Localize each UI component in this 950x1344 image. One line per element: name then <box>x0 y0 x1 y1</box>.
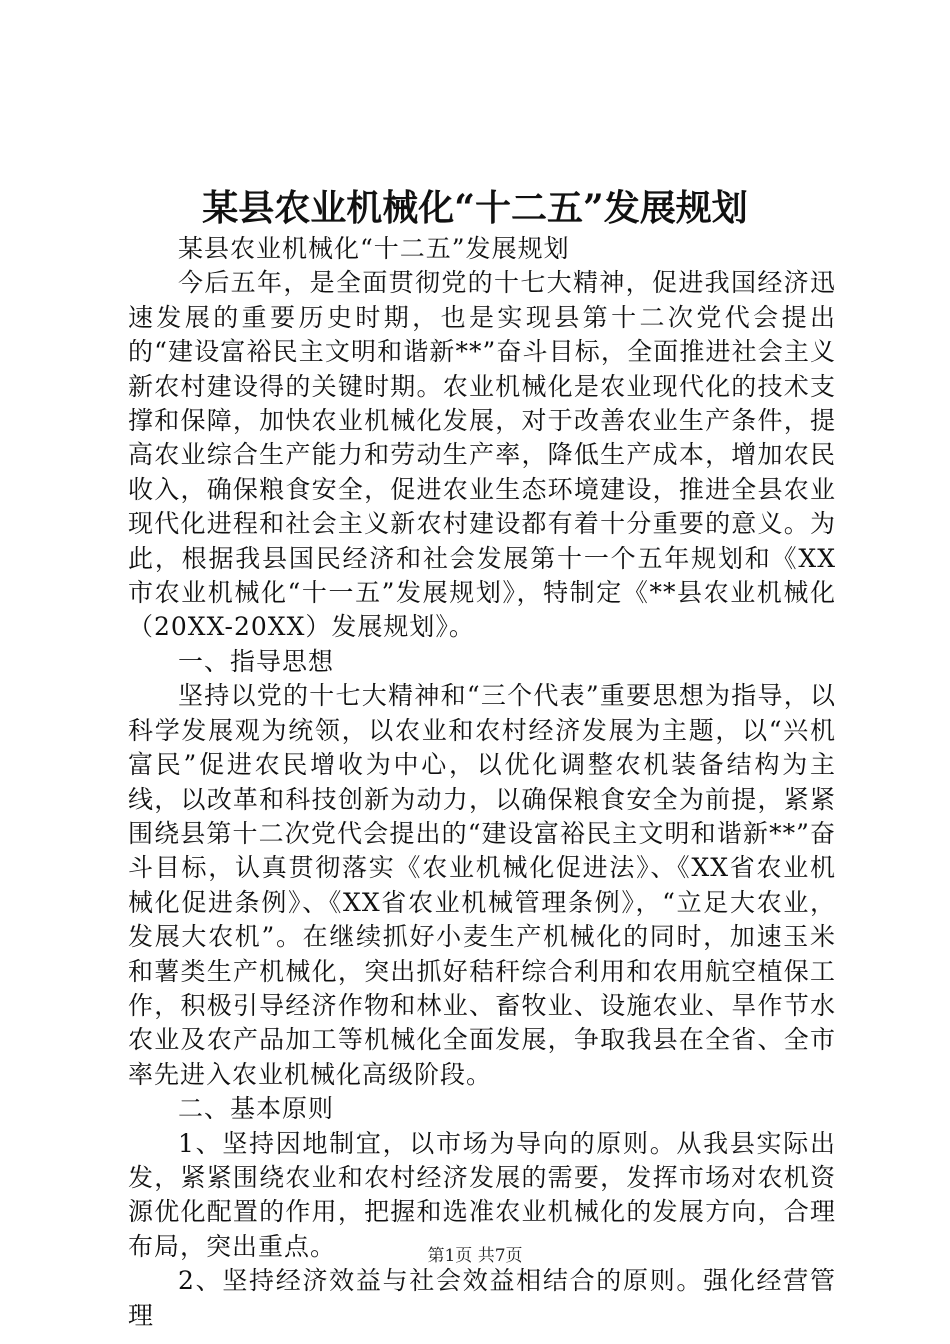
section-heading-basic-principles: 二、基本原则 <box>178 1094 335 1124</box>
body-paragraph-subtitle: 某县农业机械化“十二五”发展规划 <box>178 234 570 263</box>
body-paragraph-principle-1: 1、坚持因地制宜，以市场为导向的原则。从我县实际出发，紧紧围绕农业和农村经济发展的需要，发挥市场对农机资源优化配置的作用，把握和选准农业机械化的发展方向，合理布局，突出重点。 <box>128 1128 836 1261</box>
document-body <box>128 232 836 1333</box>
page-number-footer: 第1页 共7页 <box>427 1246 523 1266</box>
document-title: 某县农业机械化“十二五”发展规划 <box>202 187 748 229</box>
body-paragraph-guiding-ideology: 坚持以党的十七大精神和“三个代表”重要思想为指导，以科学发展观为统领，以农业和农村经济发展为主题，以“兴机富民”促进农民增收为中心，以优化调整农机装备结构为主线，以改革和科技创新为动力，以确保粮食安全为前提，紧紧围绕县第十二次党代会提出的“建设富裕民主文明和谐新**”奋斗目标，认真贯彻落实《农业机械化促进法》、《XX省农业机械化促进条例》、《XX省农业机械管理条例》，“立足大农业，发展大农机”。在继续抓好小麦生产机械化的同时，加速玉米和薯类生产机械化，突出抓好秸秆综合利用和农用航空植保工作，积极引导经济作物和林业、畜牧业、设施农业、旱作节水农业及农产品加工等机械化全面发展，争取我县在全省、全市率先进入农业机械化高级阶段。 <box>128 681 836 1089</box>
body-paragraph-principle-2: 2、坚持经济效益与社会效益相结合的原则。强化经营管理 <box>128 1266 836 1330</box>
body-paragraph-intro: 今后五年，是全面贯彻党的十七大精神，促进我国经济迅速发展的重要历史时期，也是实现县第十二次党代会提出的“建设富裕民主文明和谐新**”奋斗目标，全面推进社会主义新农村建设得的关键时期。农业机械化是农业现代化的技术支撑和保障，加快农业机械化发展，对于改善农业生产条件，提高农业综合生产能力和劳动生产率，降低生产成本，增加农民收入，确保粮食安全，促进农业生态环境建设，推进全县农业现代化进程和社会主义新农村建设都有着十分重要的意义。为此，根据我县国民经济和社会发展第十一个五年规划和《XX市农业机械化“十一五”发展规划》，特制定《**县农业机械化（20XX-20XX）发展规划》。 <box>128 268 836 642</box>
section-heading-guiding-ideology: 一、指导思想 <box>178 646 335 676</box>
